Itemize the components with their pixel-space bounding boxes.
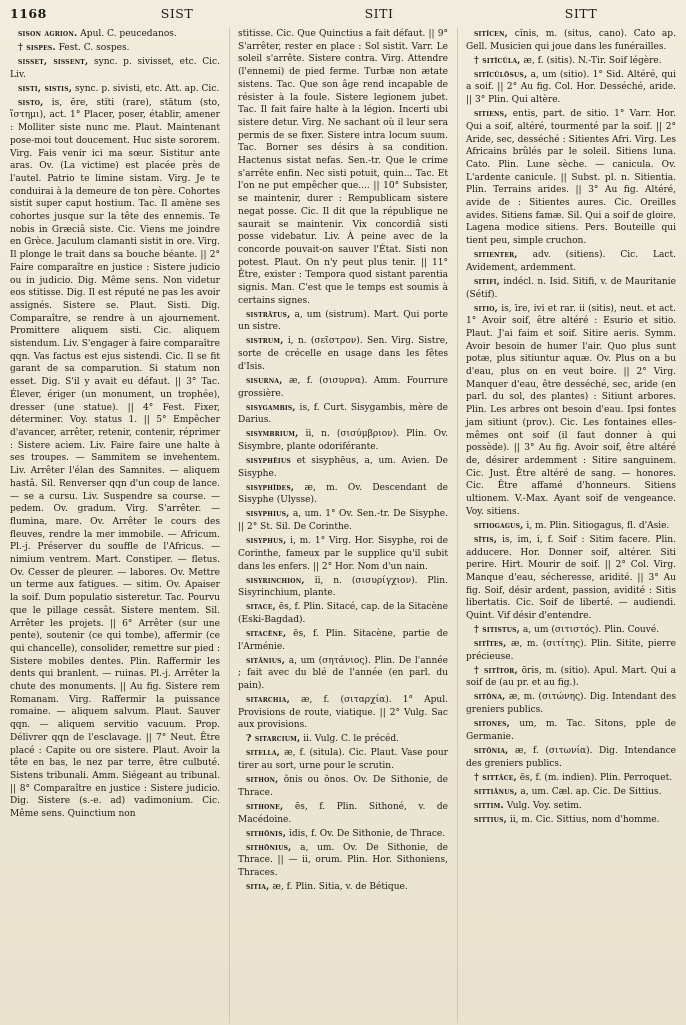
entry-headword: sithon,: [246, 775, 279, 786]
dictionary-entry: [238, 694, 448, 732]
page-number: 1168: [10, 6, 47, 21]
dictionary-entry: [238, 842, 448, 880]
dictionary-entry: [466, 772, 676, 785]
entry-definition: is, īre, ivi et rar. ii (sitis), neut. et act. 1° Avoir soif, être altéré : Esurio et sitio. Plaut. J'ai faim et soif. Sitire aeris. Symm. Avoir besoin de humer l'air. Quo plus sunt potæ, plus sitiuntur aquæ. Ov. Plus on a bu d'eau, plus on en veut boire. || 2° Virg. Manquer d'eau, être desséché, sec, aride (en parl. du sol, des plantes) : Sitiunt arbores. Plin. Les arbres ont besoin d'eau. Ipsi fontes jam sitiunt (prov.). Cic. Les fontaines elles-mêmes ont soif (il faut donner à qui possède). || 3° Au fig. Avoir soif, être altéré de, désirer ardemment : Sitire sanguinem. Cic. Just. Être altéré de sang. — honores. Cic. Être affamé d'honneurs. Sitiens ultionem. V.-Max. Ayant soif de vengeance. Voy. sitiens.: [466, 303, 676, 517]
entry-definition: sync. p. sivisset, etc. Cic. Liv.: [10, 57, 220, 80]
entry-headword: sisymbrium,: [246, 429, 299, 440]
dictionary-entry: [238, 402, 448, 427]
entry-definition: a, um (sitio). 1° Sid. Altéré, qui a soif. || 2° Au fig. Col. Hor. Desséché, aride. || 3° Plin. Qui altère.: [466, 69, 676, 106]
entry-headword: sisyrinchion,: [246, 575, 305, 586]
text-columns: [10, 28, 676, 1023]
entry-headword: sitarchia,: [246, 695, 290, 706]
entry-headword: sisset, sissent,: [18, 57, 89, 67]
entry-definition: indécl. n. Isid. Sitifi, v. de Mauritanie (Sétif).: [466, 276, 676, 300]
entry-definition: is, ĕre, stĭti (rare), stātum (sto, ἵστημι), act. 1° Placer, poser, établir, amener : Molliter siste nunc me. Plaut. Maintenant pose-moi tout doucement. Huc siste sororem. Virg. Fais venir ici ma sœur. Sistitur ante aras. Ov. (La victime) est placée près de l'autel. Patrio te limine sistam. Virg. Je te conduirai à la demeure de ton père. Cohortes sistit super caput hostium. Tac. Il amène ses cohortes jusque sur la tête des ennemis. Te nobis in Græciâ siste. Cic. Viens me joindre en Grèce. Jaculum clamanti sistit in ore. Virg. Il plonge le trait dans sa bouche béante. || 2° Faire comparaître en justice : Sistere judicio ou in judicio. Dig. Même sens. Non videtur eos stitisse. Dig. Il est réputé ne pas les avoir assignés. Sistere se. Plaut. Sisti. Dig. Comparaître, se rendre à un ajournement. Promittere aliquem sisti. Cic. aliquem sistendum. Liv. S'engager à faire comparaître qqn. Vas factus est ejus sistendi. Cic. Il se fit garant de sa comparution. Si statum non esset. Dig. S'il y avait eu défaut. || 3° Tac. Élever, ériger (un monument, un trophée), dresser (une statue). || 4° Fest. Fixer, déterminer. Voy. status 1. || 5° Empêcher d'avancer, arrêter, retenir, contenir, réprimer : Sistere aciem. Liv. Faire faire une halte à ses troupes. — Sammitem se invehentem. Liv. Arrêter l'élan des Samnites. — aliquem hastâ. Sil. Renverser qqn d'un coup de lance. — se a cursu. Liv. Suspendre sa course. — pedem. Ov. gradum. Virg. S'arrêter. — flumina, mare. Ov. Arrêter le cours des fleuves, rendre la mer immobile. — Africum. Pl.-j. Préserver du souffle de l'Africus. — nimium ventrem. Mart. Constiper. — fletus. Ov. Cesser de pleurer. — labores. Ov. Mettre un terme aux fatigues. — sitim. Ov. Apaiser la soif. Dum populatio sisteretur. Tac. Pourvu que le pillage cessât. Sistere mentem. Sil. Arrêter les projets. || 6° Arrêter (sur une pente), soutenir (ce qui tombe), affermir (ce qui chancelle), consolider, remettre sur pied : Sistere mobiles dentes. Plin. Raffermir les dents qui branlent. — ruinas. Pl.-j. Arrêter la chute des monuments. || Au fig. Sistere rem Romanam. Virg. Raffermir la puissance romaine. — aliquem salvum. Plaut. Sauver qqn. — aliquem servitio vacuum. Prop. Délivrer qqn de l'esclavage. || 7° Neut. Être placé : Capite ou ore sistere. Plaut. Avoir la tête en bas, le nez par terre, être culbuté. Sistens tribunali. Amm. Siégeant au tribunal. || 8° Comparaître en justice : Sistere judicio. Dig. Sistere (s.-e. ad) vadimonium. Cic. Même sens. Quinctium non: [10, 97, 220, 820]
entry-headword: sitōna,: [474, 692, 506, 703]
dictionary-entry: [238, 375, 448, 400]
entry-definition: ii, m. Cic. Sittius, nom d'homme.: [509, 814, 660, 825]
dictionary-entry: [466, 69, 676, 107]
column-right: [457, 28, 676, 1023]
entry-headword: sisyphius,: [246, 509, 290, 520]
entry-headword: sisyphēius: [246, 455, 291, 466]
entry-headword: sitace,: [246, 602, 276, 613]
entry-headword: sitiogagus,: [474, 520, 524, 531]
dictionary-entry: [466, 55, 676, 68]
dictionary-entry: [466, 814, 676, 827]
dictionary-entry: [238, 733, 448, 746]
entry-headword: sithōnis,: [246, 828, 287, 839]
dictionary-entry: [238, 508, 448, 533]
entry-headword: sitĭcŭlōsus,: [474, 69, 528, 80]
entry-headword: sitones,: [474, 719, 510, 730]
entry-headword: ? sitarcium,: [246, 734, 301, 745]
entry-headword: sisto,: [18, 97, 44, 108]
entry-headword: sisti, sistis,: [18, 83, 73, 94]
entry-headword: sĭtis,: [474, 534, 498, 545]
dictionary-entry: [238, 747, 448, 772]
dictionary-entry: [238, 335, 448, 373]
entry-definition: ēs, f. Plin. Sitacé, cap. de la Sitacène (Eski-Bagdad).: [238, 602, 448, 625]
entry-headword: sisyphĭdes,: [246, 482, 295, 493]
column-middle: [229, 28, 448, 1023]
entry-headword: sitiens,: [474, 109, 508, 120]
entry-headword: † sispes.: [18, 43, 56, 53]
entry-definition: ii. Vulg. C. le précéd.: [303, 734, 400, 745]
entry-headword: sison agrion.: [18, 29, 78, 39]
guide-word-center: SITI: [364, 6, 394, 21]
entry-definition: ēs, f. Plin. Sithoné, v. de Macédoine.: [238, 801, 448, 825]
dictionary-entry: [466, 665, 676, 690]
entry-headword: sisyphus,: [246, 536, 287, 547]
entry-headword: sitacēne,: [246, 628, 287, 639]
entry-definition: Fest. C. sospes.: [58, 43, 130, 53]
entry-definition: ēs, f. (m. indien). Plin. Perroquet.: [519, 772, 673, 783]
entry-headword: sitifi,: [474, 276, 501, 287]
dictionary-entry: [10, 28, 220, 41]
dictionary-entry: [10, 56, 220, 81]
dictionary-entry: [466, 691, 676, 716]
dictionary-entry: [10, 97, 220, 821]
dictionary-entry: [466, 520, 676, 533]
guide-word-right: SITT: [564, 6, 598, 21]
entry-definition: a, um. Ov. De Sithonie, de Thrace. || — ii, orum. Plin. Hor. Sithoniens, Thraces.: [238, 842, 448, 878]
entry-definition: ōris, m. (sitio). Apul. Mart. Qui a soif de (au pr. et au fig.).: [466, 665, 676, 689]
dictionary-entry: [238, 774, 448, 799]
entry-definition: stitisse. Cic. Que Quinctius a fait défaut. || 9° S'arrêter, rester en place : Sol sistit. Varr. Le soleil s'arrête. Sistere contra. Virg. Attendre (l'ennemi) de pied ferme. Turbæ non ætate sistens. Tac. Que son âge rend incapable de résister à la foule. Sistere legionem jubet. Tac. Il fait faire halte à la légion. Incerti ubi sistere detur. Virg. Ne sachant où il leur sera permis de se fixer. Sistere intra locum suum. Tac. Borner ses désirs à sa condition. Hactenus sistat nefas. Sen.-tr. Que le crime s'arrête enfin. Nec sisti potuit, quin... Tac. Et l'on ne put empêcher que.... || 10° Subsister, se maintenir, durer : Rempublicam sistere negat posse. Cic. Il dit que la république ne saurait se maintenir. Vix concordiâ sisti posse videbatur. Liv. À peine avec de la concorde pouvait-on sauver l'État. Sisti non potest. Plaut. On n'y peut plus tenir. || 11° Être, exister : Tempora quod sistant parentia signis. Man. C'est que le temps est soumis à certains signes.: [238, 29, 448, 306]
entry-definition: æ, f. (situla). Cic. Plaut. Vase pour tirer au sort, urne pour le scrutin.: [238, 748, 448, 772]
dictionary-entry: [238, 575, 448, 600]
dictionary-entry: [238, 628, 448, 653]
entry-headword: sitia,: [246, 881, 270, 892]
entry-headword: sitōnia,: [474, 745, 509, 756]
entry-definition: Vulg. Voy. setim.: [506, 800, 582, 811]
entry-headword: sithone,: [246, 801, 284, 812]
entry-headword: sittius,: [474, 814, 507, 825]
entry-definition: æ, f. Plin. Sitia, v. de Bétique.: [272, 881, 408, 892]
entry-definition: cĭnis, m. (situs, cano). Cato ap. Gell. Musicien qui joue dans les funérailles.: [466, 29, 676, 52]
dictionary-entry: [238, 482, 448, 507]
entry-definition: a, um. Cæl. ap. Cic. De Sittius.: [520, 786, 662, 797]
entry-definition: i, m. Plin. Sitiogagus, fl. d'Asie.: [526, 520, 670, 531]
dictionary-entry: [238, 601, 448, 626]
dictionary-entry: [466, 28, 676, 53]
entry-definition: um, m. Tac. Sitons, pple de Germanie.: [466, 719, 676, 742]
entry-headword: sitānius,: [246, 655, 286, 666]
dictionary-entry: [466, 786, 676, 799]
entry-headword: † sitītor,: [474, 665, 518, 676]
entry-definition: et sisyphēus, a, um. Avien. De Sisyphe.: [238, 455, 448, 479]
guide-word-left: SIST: [160, 6, 194, 21]
entry-definition: ĭdis, f. Ov. De Sithonie, de Thrace.: [288, 828, 446, 839]
entry-headword: † sitĭcŭla,: [474, 55, 521, 66]
entry-headword: sitītes,: [474, 639, 507, 650]
entry-definition: entis, part. de sitio. 1° Varr. Hor. Qui a soif, altéré, tourmenté par la soif. || 2° Aride, sec, desséché : Sitientes Afri. Virg. Les Africains brûlés par le soleil. Sitiens luna. Cato. Plin. Lune sèche. — canicula. Ov. L'ardente canicule. || Subst. pl. n. Sitientia. Plin. Terrains arides. || 3° Au fig. Altéré, avide de : Sitientes aures. Cic. Oreilles avides. Sitiens famæ. Sil. Qui a soif de gloire. Lagena modice sitiens. Pers. Bouteille qui tient peu, simple cruchon.: [466, 109, 676, 247]
dictionary-entry: [238, 309, 448, 334]
entry-definition: i, n. (σεῖστρον). Sen. Virg. Sistre, sorte de crécelle en usage dans les fêtes d'Isis.: [238, 336, 448, 372]
entry-definition: æ, f. (σιτωνία). Dig. Intendance des greniers publics.: [466, 745, 676, 769]
dictionary-entry: [238, 881, 448, 894]
running-header: [10, 6, 676, 26]
entry-definition: ĭi, n. (σισύμβριον). Plin. Ov. Sisymbre, plante odoriférante.: [238, 429, 448, 452]
entry-definition: adv. (sitiens). Cic. Lact. Avidement, ardemment.: [466, 250, 676, 273]
entry-headword: sithōnius,: [246, 842, 292, 853]
dictionary-entry: [466, 303, 676, 519]
entry-headword: sitio,: [474, 303, 498, 314]
dictionary-entry: [10, 42, 220, 55]
dictionary-entry: [238, 28, 448, 307]
entry-headword: sistrātus,: [246, 309, 291, 320]
entry-definition: ŏnis ou ŏnos. Ov. De Sithonie, de Thrace.: [238, 775, 448, 798]
dictionary-entry: [238, 535, 448, 573]
dictionary-entry: [466, 745, 676, 770]
dictionary-entry: [466, 718, 676, 743]
entry-definition: a, um (sistrum). Mart. Qui porte un sistre.: [238, 309, 448, 333]
entry-headword: sisygambis,: [246, 402, 296, 413]
entry-definition: ēs, f. Plin. Sitacène, partie de l'Arménie.: [238, 628, 448, 652]
entry-definition: ĭi, n. (σισυρίγχιον). Plin. Sisyrinchium, plante.: [238, 575, 448, 599]
dictionary-entry: [466, 249, 676, 274]
entry-definition: æ, m. Ov. Descendant de Sisyphe (Ulysse).: [238, 482, 448, 506]
dictionary-entry: [466, 108, 676, 248]
entry-headword: † sittăce,: [474, 772, 517, 783]
dictionary-entry: [238, 428, 448, 453]
entry-definition: æ, f. (σιταρχία). 1° Apul. Provisions de route, viatique. || 2° Vulg. Sac aux provisions.: [238, 695, 448, 731]
dictionary-entry: [238, 655, 448, 693]
entry-headword: sittiānus,: [474, 786, 518, 797]
dictionary-entry: [238, 801, 448, 826]
entry-definition: æ, f. (sitis). N.-Tir. Soif légère.: [523, 55, 662, 66]
entry-headword: sitella,: [246, 748, 281, 759]
entry-definition: æ, f. (σισυρνα). Amm. Fourrure grossière.: [238, 375, 448, 399]
entry-headword: sitĭcen,: [474, 29, 508, 39]
dictionary-entry: [466, 638, 676, 663]
dictionary-entry: [466, 534, 676, 623]
entry-headword: sistrum,: [246, 336, 284, 347]
dictionary-entry: [238, 455, 448, 480]
dictionary-entry: [466, 624, 676, 637]
entry-definition: æ, m. (σιτώνης). Dig. Intendant des greniers publics.: [466, 692, 676, 716]
entry-definition: a, um (σιτιστός). Plin. Couvé.: [522, 625, 660, 636]
entry-definition: is, im, i, f. Soif : Sitim facere. Plin. adducere. Hor. Donner soif, altérer. Siti perire. Hirt. Mourir de soif. || 2° Col. Virg. Manque d'eau, sécheresse, aridité. || 3° Au fig. Soif, désir ardent, passion, avidité : Sitis libertatis. Cic. Soif de liberté. — audiendi. Quint. Vif désir d'entendre.: [466, 534, 676, 622]
entry-definition: a, um (σητάνιος). Plin. De l'année ; fait avec du blé de l'année (en parl. du pain).: [238, 655, 448, 692]
dictionary-entry: [10, 83, 220, 96]
dictionary-entry: [466, 800, 676, 813]
entry-definition: is, f. Curt. Sisygambis, mère de Darius.: [238, 402, 448, 426]
dictionary-entry: [238, 828, 448, 841]
entry-definition: æ, m. (σιτίτης). Plin. Sitite, pierre précieuse.: [466, 639, 676, 662]
column-left: [10, 28, 220, 1023]
entry-definition: sync. p. sivisti, etc. Att. ap. Cic.: [74, 83, 220, 94]
entry-headword: sittim.: [474, 800, 504, 811]
entry-definition: a, um. 1° Ov. Sen.-tr. De Sisyphe. || 2° St. Sil. De Corinthe.: [238, 509, 448, 533]
entry-definition: i, m. 1° Virg. Hor. Sisyphe, roi de Corinthe, fameux par le supplice qu'il subit dans les enfers. || 2° Hor. Nom d'un nain.: [238, 536, 448, 572]
entry-headword: sitienter,: [474, 250, 518, 261]
entry-definition: Apul. C. peucedanos.: [80, 29, 177, 39]
dictionary-entry: [466, 276, 676, 301]
entry-headword: sisurna,: [246, 375, 283, 386]
entry-headword: † sitistus,: [474, 625, 521, 636]
